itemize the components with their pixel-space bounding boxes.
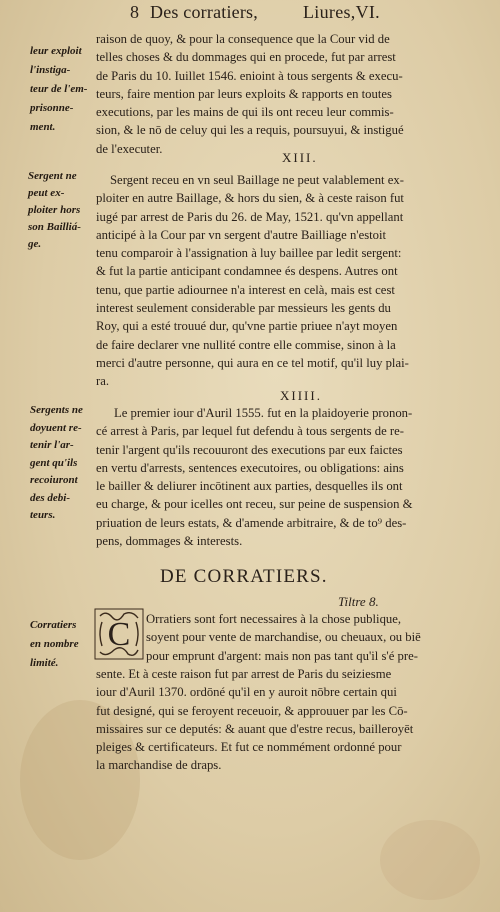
running-title: Des corratiers, xyxy=(150,2,258,22)
margin-note: Corratiers en nombre limité. xyxy=(30,619,79,669)
paragraph: Le premier iour d'Auril 1555. fut en la plaidoyerie pronon- cé arrest à Paris, par lequel fut defendu à tous sergents de re- tenir l'argent qu'ils recouuront des executions par eux faictes en vertu d'arrests, sentences executoires, ou obligations: ains le bailler & deliurer incōtinent aux parties, desquelles ils ont eu charge, & pour icelles ont receu, sur peine de suspension & priuation de leurs estats, & d'amende arbitraire, & de to⁹ des- pens, dommages & interests. xyxy=(96,406,413,549)
paragraph: raison de quoy, & pour la consequence que la Cour vid de telles choses & du dommages qui en procede, fut par arrest de Paris du 10. Iuillet 1546. enioint à tous sergents & execu- teurs, faire mention par leurs exploits & rapports en toutes executions, par les mains de qui ils ont receu leur commis- sion, & le nō de celuy qui les a requis, poursuyui, & instigué de l'executer. xyxy=(96,32,404,156)
page-number: 8 xyxy=(130,2,139,22)
page-header xyxy=(0,0,500,22)
dropcap-letter: C xyxy=(107,616,131,653)
paragraph: Sergent receu en vn seul Baillage ne peut valablement ex- ploiter en autre Baillage, & hors du sien, & à ceste raison fut iugé par arrest de Paris du 26. de May, 1521. qu'vn appellant anticipé à la Cour par vn sergent d'autre Bailliage n'estoit tenu comparoir à l'assignation à luy baillee par ledit sergent: & fut la partie anticipant condamnee és despens. Autres ont tenu, que partie adiournee n'a interest en celà, mais est cest interest seulement considerable par messieurs les gents du Roy, qui a esté trouué dur, qu'vne partie priuee n'ayt moyen de faire declarer vne nullité contre elle commise, sinon à la merci d'autre personne, qui aura en ce tel motif, qu'il luy plai- ra. xyxy=(96,173,409,389)
margin-note: Sergents ne doyuent re- tenir l'ar- gent qu'ils recoiuront des debi- teurs. xyxy=(30,404,83,521)
margin-note: Sergent ne peut ex- ploiter hors son Bailliá- ge. xyxy=(28,170,81,250)
book-number: Liures,VI. xyxy=(303,2,380,22)
margin-note: leur exploit l'instiga- teur de l'em- prisonne- ment. xyxy=(30,45,88,133)
paragraph: sente. Et à ceste raison fut par arrest de Paris du seiziesme iour d'Auril 1370. ordōné qu'il en y auroit nōbre certain qui fut designé, qui se feroyent receuoir, & approuuer par les Cō- missaires sur ce deputés: & auant que d'estre recus, bailleroyēt pleiges & certificateurs. Et fut ce nommément ordonné pour la marchandise de draps. xyxy=(96,667,414,773)
paragraph-opening: Orratiers sont fort necessaires à la chose publique, soyent pour vente de marchandise, ou cheuaux, ou biē pour emprunt d'argent: mais non pas tant qu'il s'é pre- xyxy=(146,612,421,663)
section-title: DE CORRATIERS. xyxy=(160,566,328,587)
title-number: Tiltre 8. xyxy=(338,594,379,609)
article-number: XIIII. xyxy=(280,388,322,403)
paper-stain xyxy=(380,820,480,900)
decorated-initial xyxy=(94,608,144,660)
article-number: XIII. xyxy=(282,150,318,165)
